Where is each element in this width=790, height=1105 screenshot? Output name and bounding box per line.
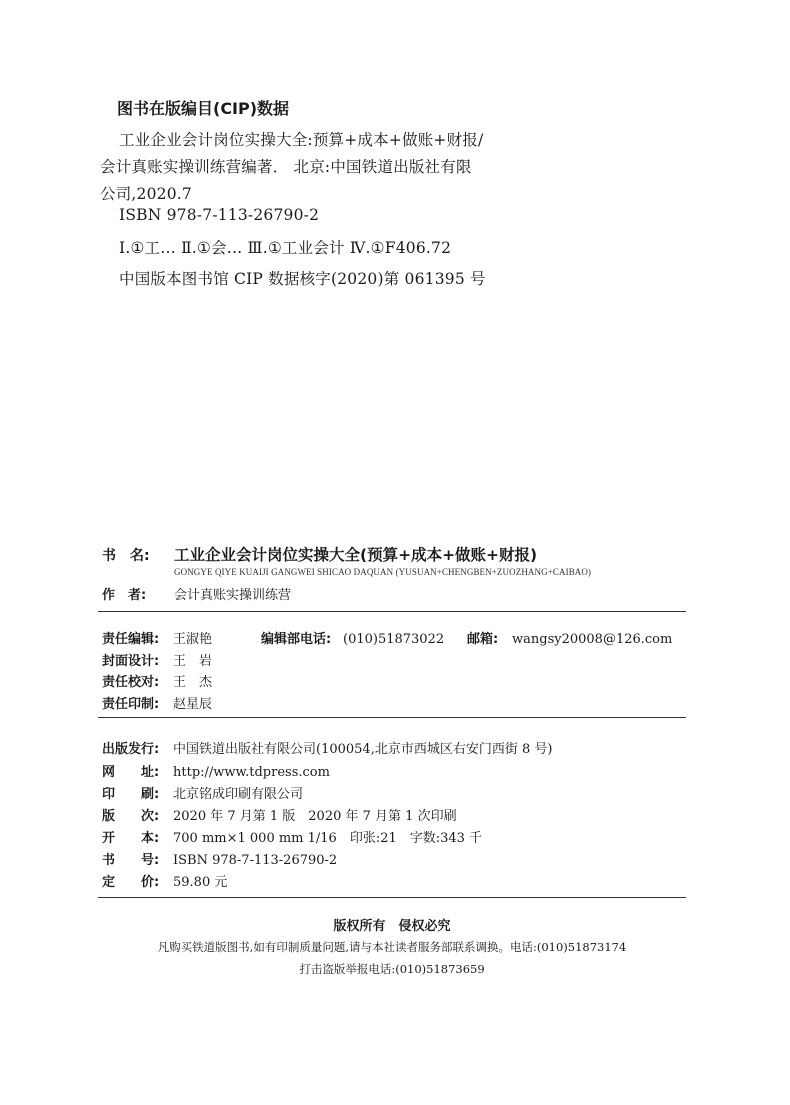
- book-title: 工业企业会计岗位实操大全(预算+成本+做账+财报): [174, 546, 538, 564]
- editorial-phone: (010)51873022: [343, 632, 445, 647]
- publisher-label: 出版发行:: [102, 742, 160, 757]
- book-pinyin: GONGYE QIYE KUAIJI GANGWEI SHICAO DAQUAN (YUSUAN+CHENGBEN+ZUOZHANG+CAIBAO): [174, 567, 592, 577]
- price: 59.80 元: [173, 875, 228, 890]
- website-row: [102, 761, 330, 780]
- cip-line-1: 工业企业会计岗位实操大全:预算+成本+做账+财报/: [119, 131, 484, 149]
- print-row: [102, 693, 212, 712]
- title-label: 书 名:: [102, 548, 150, 564]
- quality-notice: 凡购买铁道版图书,如有印制质量问题,请与本社读者服务部联系调换。电话:(010)51873174: [157, 940, 627, 954]
- email-label: 邮箱:: [467, 632, 499, 647]
- website: http://www.tdpress.com: [173, 765, 330, 780]
- phone-label: 编辑部电话:: [261, 632, 332, 647]
- isbn-row: [102, 849, 337, 868]
- cip-isbn: ISBN 978-7-113-26790-2: [119, 206, 320, 224]
- printer-row: [102, 783, 303, 802]
- print-supervisor: 赵星辰: [173, 697, 213, 712]
- printer: 北京铭成印刷有限公司: [173, 787, 304, 802]
- proof-row: [102, 671, 212, 690]
- piracy-hotline: 打击盗版举报电话:(010)51873659: [299, 962, 485, 976]
- author-label: 作 者:: [102, 588, 147, 603]
- cip-heading: 图书在版编目(CIP)数据: [117, 99, 290, 118]
- cip-line-2: 会计真账实操训练营编著． 北京:中国铁道出版社有限: [100, 158, 472, 176]
- cover-row: [102, 650, 212, 669]
- printer-label: 印 刷:: [102, 787, 160, 802]
- title-row: [102, 543, 537, 565]
- proof-label: 责任校对:: [102, 675, 160, 690]
- print-label: 责任印制:: [102, 697, 160, 712]
- edition-label: 版 次:: [102, 809, 160, 824]
- edition-row: [102, 805, 457, 824]
- editor-name: 王淑艳: [173, 632, 213, 647]
- price-row: [102, 871, 227, 890]
- isbn: ISBN 978-7-113-26790-2: [173, 853, 338, 868]
- format: 700 mm×1 000 mm 1/16 印张:21 字数:343 千: [173, 831, 483, 846]
- author-name: 会计真账实操训练营: [174, 588, 292, 603]
- editorial-email: wangsy20008@126.com: [512, 632, 673, 647]
- publisher-row: [102, 738, 552, 757]
- cip-classification: Ⅰ.①工… Ⅱ.①会… Ⅲ.①工业会计 Ⅳ.①F406.72: [119, 239, 452, 257]
- editor-row: [102, 628, 672, 647]
- format-label: 开 本:: [102, 831, 160, 846]
- author-row: [102, 584, 291, 603]
- website-label: 网 址:: [102, 765, 160, 780]
- publisher: 中国铁道出版社有限公司(100054,北京市西城区右安门西街 8 号): [173, 742, 553, 757]
- cover-label: 封面设计:: [102, 654, 160, 669]
- cover-designer: 王 岩: [173, 654, 213, 669]
- price-label: 定 价:: [102, 875, 160, 890]
- editor-label: 责任编辑:: [102, 632, 160, 647]
- divider-3: [98, 897, 686, 898]
- divider-1: [98, 611, 686, 612]
- cip-verification: 中国版本图书馆 CIP 数据核字(2020)第 061395 号: [119, 270, 486, 288]
- proofreader: 王 杰: [173, 675, 213, 690]
- rights-notice: 版权所有 侵权必究: [333, 919, 451, 934]
- edition: 2020 年 7 月第 1 版 2020 年 7 月第 1 次印刷: [173, 809, 457, 824]
- format-row: [102, 827, 482, 846]
- divider-2: [98, 717, 686, 718]
- isbn-label: 书 号:: [102, 853, 160, 868]
- cip-line-3: 公司,2020.7: [100, 185, 192, 203]
